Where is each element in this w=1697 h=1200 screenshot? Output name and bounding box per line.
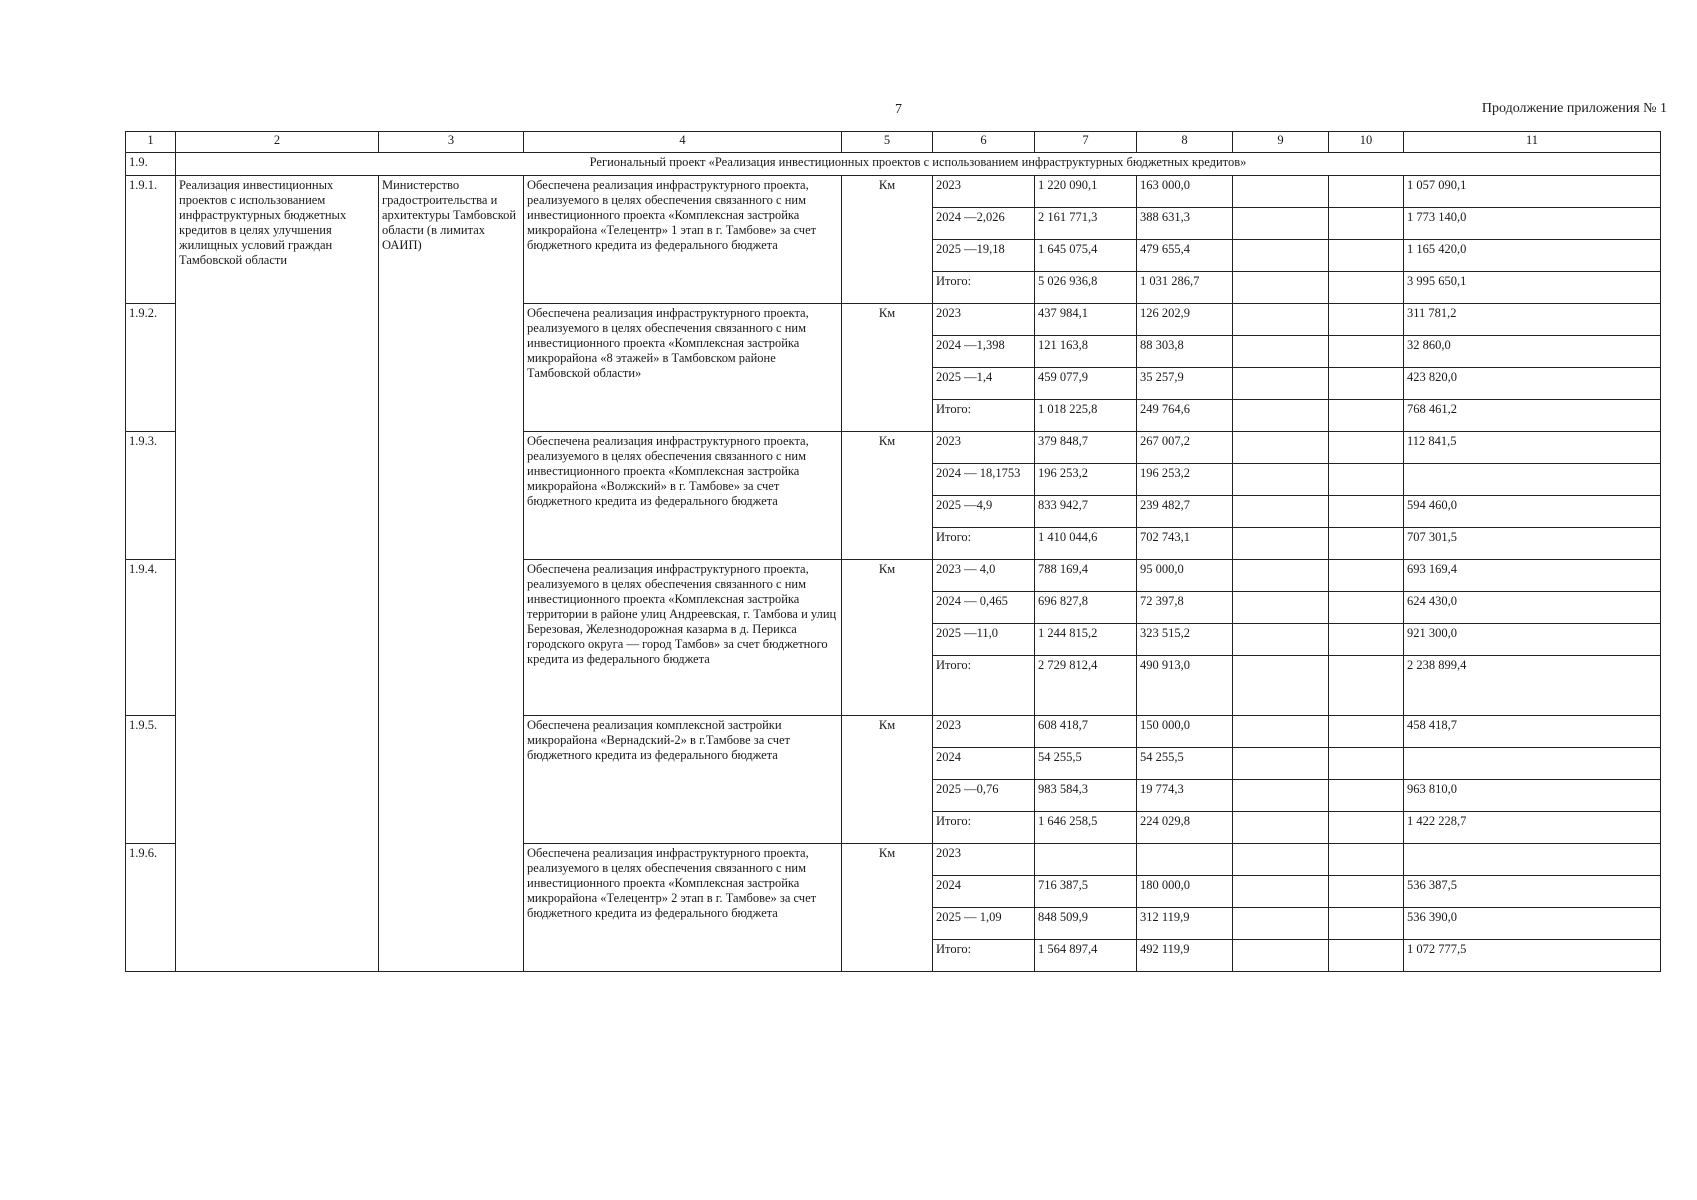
value-cell-c7: 788 169,4 [1035,560,1137,592]
value-cell-c7: 983 584,3 [1035,780,1137,812]
value-cell-c7: 5 026 936,8 [1035,272,1137,304]
value-cell-c8: 323 515,2 [1137,624,1233,656]
value-cell-c8: 19 774,3 [1137,780,1233,812]
item-number: 1.9.1. [126,176,176,304]
value-cell-c7: 459 077,9 [1035,368,1137,400]
item-number: 1.9.6. [126,844,176,972]
value-cell-c10 [1329,208,1404,240]
value-cell-c7: 1 018 225,8 [1035,400,1137,432]
unit-cell: Км [842,304,933,432]
value-cell-c10 [1329,876,1404,908]
value-cell-c10 [1329,336,1404,368]
value-cell-c10 [1329,812,1404,844]
value-cell-c11: 3 995 650,1 [1404,272,1661,304]
value-cell-c8: 267 007,2 [1137,432,1233,464]
unit-cell: Км [842,432,933,560]
value-cell-c6: 2024 — 18,1753 [933,464,1035,496]
value-cell-c7: 437 984,1 [1035,304,1137,336]
value-cell-c9 [1233,368,1329,400]
value-cell-c10 [1329,560,1404,592]
value-cell-c8: 54 255,5 [1137,748,1233,780]
value-cell-c11: 963 810,0 [1404,780,1661,812]
value-cell-c10 [1329,176,1404,208]
value-cell-c11: 624 430,0 [1404,592,1661,624]
value-cell-c10 [1329,780,1404,812]
value-cell-c9 [1233,432,1329,464]
value-cell-c11: 458 418,7 [1404,716,1661,748]
value-cell-c11 [1404,464,1661,496]
appendix-note: Продолжение приложения № 1 [1481,101,1667,116]
header-cell: 2 [176,132,379,153]
header-cell: 1 [126,132,176,153]
value-cell-c11: 768 461,2 [1404,400,1661,432]
result-description: Обеспечена реализация инфраструктурного проекта, реализуемого в целях обеспечения связанного с ним инвестиционного проекта «Комплексная застройка микрорайона «Телецентр» 1 этап в г. Тамбове» за счет бюджетного кредита из федерального бюджета [524,176,842,304]
value-cell-c9 [1233,592,1329,624]
value-cell-c9 [1233,272,1329,304]
value-cell-c7: 1 564 897,4 [1035,940,1137,972]
value-cell-c8: 224 029,8 [1137,812,1233,844]
value-cell-c10 [1329,656,1404,716]
value-cell-c7: 608 418,7 [1035,716,1137,748]
result-description: Обеспечена реализация инфраструктурного проекта, реализуемого в целях обеспечения связанного с ним инвестиционного проекта «Комплексная застройка микрорайона «Волжский» в г. Тамбове» за счет бюджетного кредита из федерального бюджета [524,432,842,560]
project-row [126,153,1661,176]
value-cell-c10 [1329,368,1404,400]
value-cell-c10 [1329,748,1404,780]
value-cell-c9 [1233,496,1329,528]
table-row [126,176,1661,208]
value-cell-c10 [1329,272,1404,304]
responsible-executor: Министерство градостроительства и архитектуры Тамбовской области (в лимитах ОАИП) [379,176,524,972]
value-cell-c6: Итого: [933,656,1035,716]
value-cell-c6: 2025 —1,4 [933,368,1035,400]
value-cell-c6: 2025 —11,0 [933,624,1035,656]
value-cell-c7: 54 255,5 [1035,748,1137,780]
project-title: Региональный проект «Реализация инвестиционных проектов с использованием инфраструктурных бюджетных кредитов» [176,153,1661,176]
value-cell-c8: 249 764,6 [1137,400,1233,432]
value-cell-c11: 1 422 228,7 [1404,812,1661,844]
header-row [126,132,1661,153]
value-cell-c9 [1233,464,1329,496]
value-cell-c11: 1 072 777,5 [1404,940,1661,972]
budget-table [125,131,1661,972]
value-cell-c6: 2024 —2,026 [933,208,1035,240]
header-cell: 6 [933,132,1035,153]
value-cell-c6: 2024 — 0,465 [933,592,1035,624]
value-cell-c8: 88 303,8 [1137,336,1233,368]
value-cell-c8: 1 031 286,7 [1137,272,1233,304]
result-description: Обеспечена реализация комплексной застройки микрорайона «Вернадский-2» в г.Тамбове за счет бюджетного кредита из федерального бюджета [524,716,842,844]
value-cell-c6: 2025 —0,76 [933,780,1035,812]
value-cell-c7: 833 942,7 [1035,496,1137,528]
value-cell-c7: 1 410 044,6 [1035,528,1137,560]
value-cell-c8: 163 000,0 [1137,176,1233,208]
value-cell-c9 [1233,940,1329,972]
value-cell-c8: 312 119,9 [1137,908,1233,940]
value-cell-c11: 536 387,5 [1404,876,1661,908]
value-cell-c7: 1 645 075,4 [1035,240,1137,272]
value-cell-c7: 716 387,5 [1035,876,1137,908]
value-cell-c11: 693 169,4 [1404,560,1661,592]
value-cell-c10 [1329,940,1404,972]
value-cell-c9 [1233,780,1329,812]
value-cell-c9 [1233,844,1329,876]
value-cell-c7: 379 848,7 [1035,432,1137,464]
value-cell-c7: 848 509,9 [1035,908,1137,940]
value-cell-c6: Итого: [933,528,1035,560]
value-cell-c9 [1233,560,1329,592]
value-cell-c9 [1233,908,1329,940]
value-cell-c9 [1233,812,1329,844]
value-cell-c9 [1233,624,1329,656]
value-cell-c11: 1 773 140,0 [1404,208,1661,240]
header-cell: 4 [524,132,842,153]
value-cell-c6: 2023 — 4,0 [933,560,1035,592]
value-cell-c10 [1329,592,1404,624]
value-cell-c8: 72 397,8 [1137,592,1233,624]
value-cell-c10 [1329,464,1404,496]
value-cell-c8: 126 202,9 [1137,304,1233,336]
value-cell-c8: 492 119,9 [1137,940,1233,972]
header-cell: 8 [1137,132,1233,153]
unit-cell: Км [842,716,933,844]
header-cell: 11 [1404,132,1661,153]
result-description: Обеспечена реализация инфраструктурного проекта, реализуемого в целях обеспечения связанного с ним инвестиционного проекта «Комплексная застройка территории в районе улиц Андреевская, г. Тамбова и улиц Березовая, Железнодорожная казарма в д. Перикса городского округа — город Тамбов» за счет бюджетного кредита из федерального бюджета [524,560,842,716]
value-cell-c6: 2023 [933,304,1035,336]
value-cell-c11 [1404,844,1661,876]
value-cell-c7: 1 220 090,1 [1035,176,1137,208]
value-cell-c10 [1329,400,1404,432]
value-cell-c9 [1233,336,1329,368]
value-cell-c7: 2 161 771,3 [1035,208,1137,240]
value-cell-c6: 2025 —19,18 [933,240,1035,272]
value-cell-c11: 311 781,2 [1404,304,1661,336]
item-number: 1.9.4. [126,560,176,716]
result-description: Обеспечена реализация инфраструктурного проекта, реализуемого в целях обеспечения связанного с ним инвестиционного проекта «Комплексная застройка микрорайона «Телецентр» 2 этап в г. Тамбове» за счет бюджетного кредита из федерального бюджета [524,844,842,972]
unit-cell: Км [842,560,933,716]
value-cell-c11: 423 820,0 [1404,368,1661,400]
value-cell-c10 [1329,908,1404,940]
value-cell-c9 [1233,876,1329,908]
value-cell-c10 [1329,432,1404,464]
value-cell-c6: 2025 —4,9 [933,496,1035,528]
value-cell-c8: 239 482,7 [1137,496,1233,528]
value-cell-c6: Итого: [933,940,1035,972]
value-cell-c8: 702 743,1 [1137,528,1233,560]
value-cell-c10 [1329,240,1404,272]
value-cell-c10 [1329,496,1404,528]
value-cell-c8: 479 655,4 [1137,240,1233,272]
value-cell-c8: 196 253,2 [1137,464,1233,496]
value-cell-c10 [1329,844,1404,876]
unit-cell: Км [842,176,933,304]
project-number: 1.9. [126,153,176,176]
value-cell-c10 [1329,624,1404,656]
value-cell-c9 [1233,528,1329,560]
header-cell: 5 [842,132,933,153]
value-cell-c6: Итого: [933,272,1035,304]
value-cell-c11: 594 460,0 [1404,496,1661,528]
event-name: Реализация инвестиционных проектов с использованием инфраструктурных бюджетных кредитов в целях улучшения жилищных условий граждан Тамбовской области [176,176,379,972]
value-cell-c6: Итого: [933,400,1035,432]
value-cell-c7: 1 646 258,5 [1035,812,1137,844]
value-cell-c11 [1404,748,1661,780]
value-cell-c11: 536 390,0 [1404,908,1661,940]
value-cell-c8: 388 631,3 [1137,208,1233,240]
value-cell-c6: 2025 — 1,09 [933,908,1035,940]
value-cell-c6: Итого: [933,812,1035,844]
value-cell-c6: 2023 [933,844,1035,876]
value-cell-c8 [1137,844,1233,876]
value-cell-c6: 2024 [933,748,1035,780]
value-cell-c11: 2 238 899,4 [1404,656,1661,716]
value-cell-c11: 707 301,5 [1404,528,1661,560]
value-cell-c8: 150 000,0 [1137,716,1233,748]
value-cell-c11: 1 057 090,1 [1404,176,1661,208]
value-cell-c8: 180 000,0 [1137,876,1233,908]
value-cell-c11: 921 300,0 [1404,624,1661,656]
value-cell-c7: 196 253,2 [1035,464,1137,496]
value-cell-c6: 2023 [933,716,1035,748]
unit-cell: Км [842,844,933,972]
value-cell-c9 [1233,400,1329,432]
value-cell-c6: 2023 [933,432,1035,464]
value-cell-c9 [1233,656,1329,716]
value-cell-c8: 95 000,0 [1137,560,1233,592]
value-cell-c7: 1 244 815,2 [1035,624,1137,656]
value-cell-c10 [1329,716,1404,748]
value-cell-c9 [1233,748,1329,780]
item-number: 1.9.3. [126,432,176,560]
value-cell-c6: 2023 [933,176,1035,208]
value-cell-c10 [1329,528,1404,560]
value-cell-c11: 112 841,5 [1404,432,1661,464]
item-number: 1.9.5. [126,716,176,844]
value-cell-c10 [1329,304,1404,336]
value-cell-c9 [1233,716,1329,748]
header-cell: 7 [1035,132,1137,153]
value-cell-c7: 696 827,8 [1035,592,1137,624]
value-cell-c7 [1035,844,1137,876]
value-cell-c6: 2024 [933,876,1035,908]
value-cell-c8: 35 257,9 [1137,368,1233,400]
value-cell-c9 [1233,304,1329,336]
value-cell-c9 [1233,240,1329,272]
value-cell-c11: 32 860,0 [1404,336,1661,368]
value-cell-c6: 2024 —1,398 [933,336,1035,368]
header-cell: 10 [1329,132,1404,153]
value-cell-c7: 121 163,8 [1035,336,1137,368]
value-cell-c7: 2 729 812,4 [1035,656,1137,716]
value-cell-c9 [1233,176,1329,208]
header-cell: 3 [379,132,524,153]
header-cell: 9 [1233,132,1329,153]
page-number: 7 [895,102,902,117]
result-description: Обеспечена реализация инфраструктурного проекта, реализуемого в целях обеспечения связанного с ним инвестиционного проекта «Комплексная застройка микрорайона «8 этажей» в Тамбовском районе Тамбовской области» [524,304,842,432]
item-number: 1.9.2. [126,304,176,432]
value-cell-c11: 1 165 420,0 [1404,240,1661,272]
value-cell-c8: 490 913,0 [1137,656,1233,716]
value-cell-c9 [1233,208,1329,240]
